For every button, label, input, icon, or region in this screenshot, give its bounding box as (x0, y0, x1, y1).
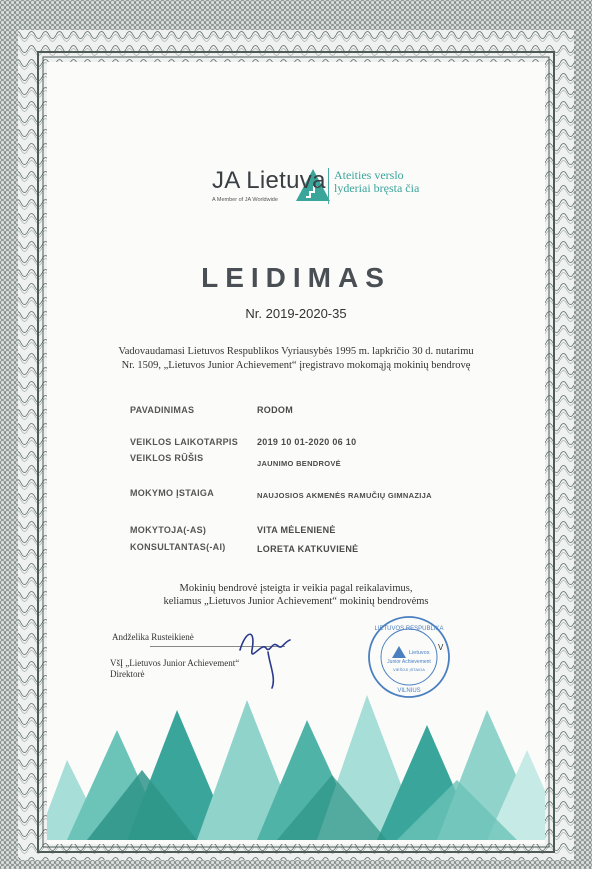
tagline (334, 169, 419, 195)
stamp-center-2: Junior Achievement (387, 659, 431, 665)
type-label: VEIKLOS RŪŠIS (130, 453, 204, 463)
stamp-bottom-text: VILNIUS (397, 688, 421, 694)
certificate-number: Nr. 2019-2020-35 (245, 306, 347, 321)
brand-subtitle: A Member of JA Worldwide (212, 197, 278, 203)
logo-divider (328, 168, 329, 204)
stamp-center-1: Lietuvos (409, 650, 430, 656)
closing-line-1: Mokinių bendrovė įsteigta ir veikia pagal reikalavimus, (179, 583, 413, 594)
consultant-label: KONSULTANTAS(-AI) (130, 542, 226, 552)
intro-paragraph (100, 345, 492, 373)
brand-name: JA Lietuva (212, 167, 326, 194)
stamp-center-3: VIEŠOJI ĮSTAIGA (393, 667, 425, 672)
tagline-line-2: lyderiai bręsta čia (334, 181, 420, 195)
signatory-org: VšĮ „Lietuvos Junior Achievement“ (110, 658, 240, 668)
handwritten-signature (232, 622, 302, 692)
official-stamp (364, 612, 454, 702)
stamp-top-text: LIETUVOS RESPUBLIKA (374, 626, 444, 632)
name-label: PAVADINIMAS (130, 405, 195, 415)
stamp-mark: V (438, 643, 444, 652)
period-value: 2019 10 01-2020 06 10 (257, 437, 357, 447)
signatory-org-block (110, 658, 239, 680)
decorative-mountains (47, 690, 545, 844)
signatory-role: Direktorė (110, 669, 145, 679)
type-value: JAUNIMO BENDROVĖ (257, 459, 341, 468)
tagline-line-1: Ateities verslo (334, 168, 404, 182)
signatory-name: Andželika Rusteikienė (112, 632, 194, 642)
period-label: VEIKLOS LAIKOTARPIS (130, 437, 239, 447)
school-label: MOKYMO ĮSTAIGA (130, 488, 215, 498)
intro-line-2: Nr. 1509, „Lietuvos Junior Achievement“ įregistravo mokomąją mokinių bendrovę (121, 360, 471, 371)
teacher-value: VITA MĖLENIENĖ (257, 525, 336, 535)
name-value: RODOM (257, 405, 293, 415)
school-value: NAUJOSIOS AKMENĖS RAMUČIŲ GIMNAZIJA (257, 491, 432, 500)
intro-line-1: Vadovaudamasi Lietuvos Respublikos Vyriausybės 1995 m. lapkričio 30 d. nutarimu (118, 346, 474, 357)
certificate-title: LEIDIMAS (201, 262, 391, 293)
teacher-label: MOKYTOJA(-AS) (130, 525, 207, 535)
consultant-value: LORETA KATKUVIENĖ (257, 544, 359, 554)
closing-line-2: keliamus „Lietuvos Junior Achievement“ mokinių bendrovėms (163, 596, 429, 607)
closing-paragraph (110, 582, 482, 608)
